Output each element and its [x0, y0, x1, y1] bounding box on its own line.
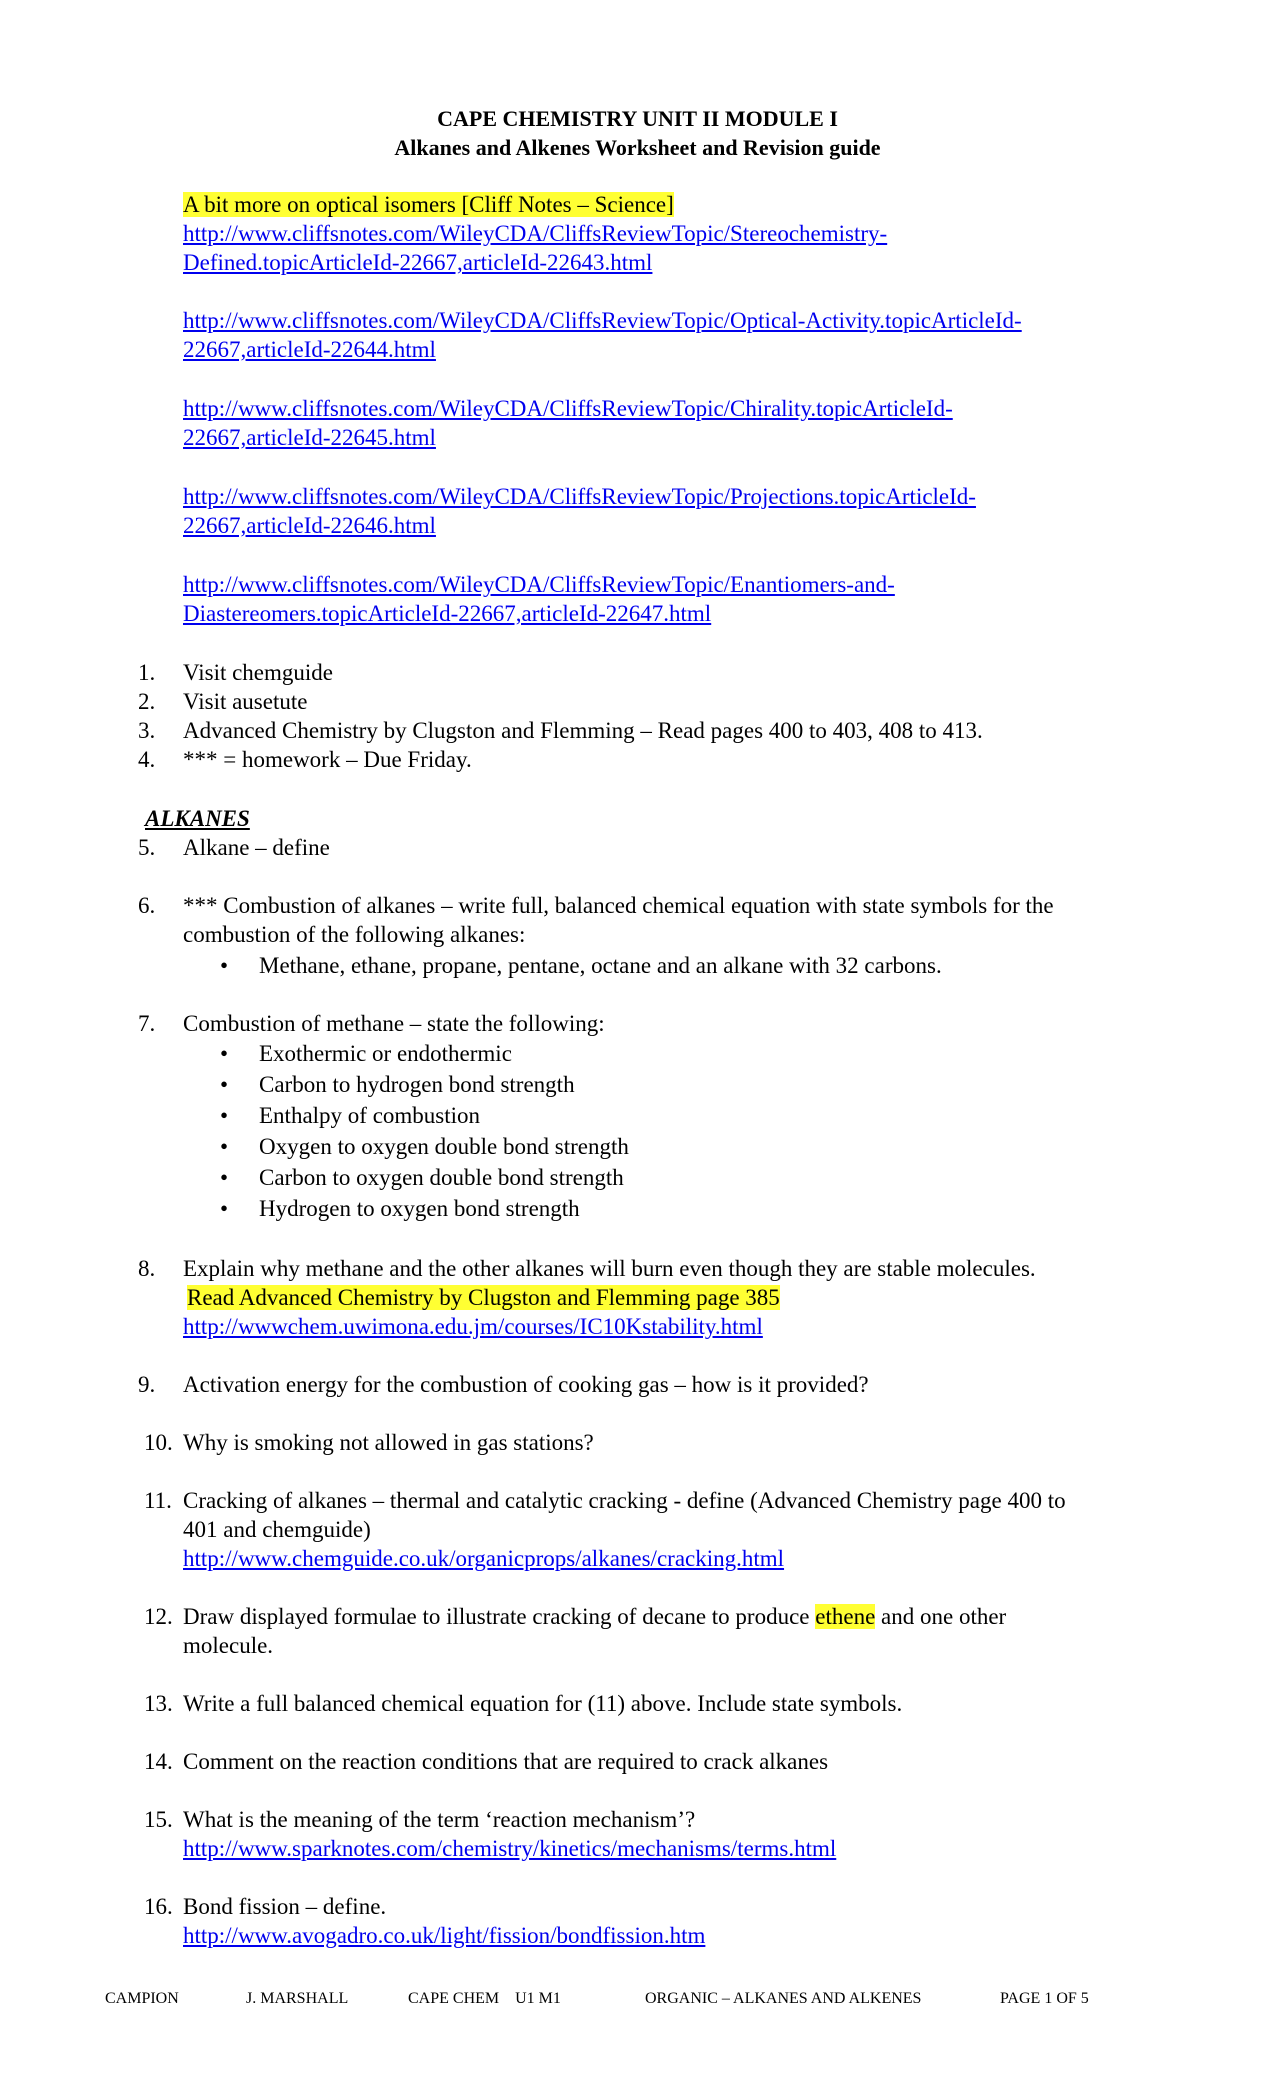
page-title: CAPE CHEMISTRY UNIT II MODULE I	[437, 106, 838, 131]
bullet-icon: •	[220, 1134, 229, 1159]
link-projections-cont[interactable]: 22667,articleId-22646.html	[183, 513, 436, 538]
question-text: combustion of the following alkanes:	[183, 922, 526, 947]
footer-school: CAMPION	[105, 1990, 179, 2007]
question-number: 9.	[138, 1372, 156, 1397]
bullet-text: Exothermic or endothermic	[259, 1041, 512, 1066]
question-text: Alkane – define	[183, 835, 330, 860]
question-number: 5.	[138, 835, 156, 860]
question-number: 12.	[144, 1604, 173, 1629]
bullet-text: Carbon to oxygen double bond strength	[259, 1165, 624, 1190]
question-number: 13.	[144, 1691, 173, 1716]
question-number: 11.	[144, 1488, 172, 1513]
question-text: Comment on the reaction conditions that are required to crack alkanes	[183, 1749, 829, 1774]
question-number: 16.	[144, 1894, 173, 1919]
question-text: Write a full balanced chemical equation for (11) above. Include state symbols.	[183, 1691, 903, 1716]
link-stereochemistry[interactable]: http://www.cliffsnotes.com/WileyCDA/CliffsReviewTopic/Stereochemistry-	[183, 221, 888, 246]
reading-highlight: Read Advanced Chemistry by Clugston and Flemming page 385	[187, 1285, 780, 1310]
question-text: Draw displayed formulae to illustrate cracking of decane to produce ethene and one other	[183, 1604, 1007, 1629]
link-enantiomers[interactable]: http://www.cliffsnotes.com/WileyCDA/CliffsReviewTopic/Enantiomers-and-	[183, 572, 895, 597]
question-text: *** Combustion of alkanes – write full, balanced chemical equation with state symbols for the	[183, 893, 1054, 918]
bullet-icon: •	[220, 1103, 229, 1128]
section-heading-alkanes: ALKANES	[145, 806, 250, 831]
question-text: Activation energy for the combustion of cooking gas – how is it provided?	[183, 1372, 869, 1397]
question-text: Cracking of alkanes – thermal and catalytic cracking - define (Advanced Chemistry page 400 to	[183, 1488, 1066, 1513]
link-enantiomers-cont[interactable]: Diastereomers.topicArticleId-22667,articleId-22647.html	[183, 601, 712, 626]
item-number: 4.	[138, 747, 156, 772]
bullet-icon: •	[220, 1072, 229, 1097]
link-uwimona-stability[interactable]: http://wwwchem.uwimona.edu.jm/courses/IC10Kstability.html	[183, 1314, 763, 1339]
link-chirality[interactable]: http://www.cliffsnotes.com/WileyCDA/CliffsReviewTopic/Chirality.topicArticleId-	[183, 396, 953, 421]
link-sparknotes-mechanisms[interactable]: http://www.sparknotes.com/chemistry/kinetics/mechanisms/terms.html	[183, 1836, 837, 1861]
item-number: 2.	[138, 689, 156, 714]
question-number: 10.	[144, 1430, 173, 1455]
optical-isomers-heading: A bit more on optical isomers [Cliff Notes – Science]	[183, 192, 674, 217]
question-number: 8.	[138, 1256, 156, 1281]
question-text: Combustion of methane – state the following:	[183, 1011, 605, 1036]
question-number: 7.	[138, 1011, 156, 1036]
link-optical-activity[interactable]: http://www.cliffsnotes.com/WileyCDA/CliffsReviewTopic/Optical-Activity.topicArticleId-	[183, 308, 1022, 333]
question-text: What is the meaning of the term ‘reaction mechanism’?	[183, 1807, 696, 1832]
question-text: Explain why methane and the other alkanes will burn even though they are stable molecules.	[183, 1256, 1036, 1281]
item-number: 1.	[138, 660, 156, 685]
item-number: 3.	[138, 718, 156, 743]
footer-teacher: J. MARSHALL	[246, 1990, 349, 2007]
item-text: Visit ausetute	[183, 689, 308, 714]
question-text: molecule.	[183, 1633, 274, 1658]
page-subtitle: Alkanes and Alkenes Worksheet and Revision guide	[394, 135, 881, 160]
footer-page-number: PAGE 1 OF 5	[1000, 1990, 1089, 2007]
link-avogadro-bondfission[interactable]: http://www.avogadro.co.uk/light/fission/bondfission.htm	[183, 1923, 706, 1948]
footer-course: CAPE CHEM U1 M1	[408, 1990, 561, 2007]
item-text: *** = homework – Due Friday.	[183, 747, 472, 772]
item-text: Visit chemguide	[183, 660, 334, 685]
link-projections[interactable]: http://www.cliffsnotes.com/WileyCDA/CliffsReviewTopic/Projections.topicArticleId-	[183, 484, 976, 509]
link-chirality-cont[interactable]: 22667,articleId-22645.html	[183, 425, 436, 450]
question-number: 14.	[144, 1749, 173, 1774]
link-stereochemistry-cont[interactable]: Defined.topicArticleId-22667,articleId-22643.html	[183, 250, 653, 275]
ethene-highlight: ethene	[815, 1604, 876, 1629]
footer-topic: ORGANIC – ALKANES AND ALKENES	[645, 1990, 922, 2007]
question-text: Bond fission – define.	[183, 1894, 387, 1919]
bullet-icon: •	[220, 953, 229, 978]
item-text: Advanced Chemistry by Clugston and Flemming – Read pages 400 to 403, 408 to 413.	[183, 718, 983, 743]
link-chemguide-cracking[interactable]: http://www.chemguide.co.uk/organicprops/alkanes/cracking.html	[183, 1546, 785, 1571]
bullet-text: Carbon to hydrogen bond strength	[259, 1072, 575, 1097]
bullet-text: Enthalpy of combustion	[259, 1103, 481, 1128]
question-text: Why is smoking not allowed in gas stations?	[183, 1430, 594, 1455]
question-number: 15.	[144, 1807, 173, 1832]
bullet-icon: •	[220, 1041, 229, 1066]
question-number: 6.	[138, 893, 156, 918]
link-optical-activity-cont[interactable]: 22667,articleId-22644.html	[183, 337, 436, 362]
question-text: 401 and chemguide)	[183, 1517, 371, 1542]
bullet-text: Oxygen to oxygen double bond strength	[259, 1134, 629, 1159]
bullet-text: Methane, ethane, propane, pentane, octane and an alkane with 32 carbons.	[259, 953, 942, 978]
bullet-icon: •	[220, 1196, 229, 1221]
bullet-icon: •	[220, 1165, 229, 1190]
bullet-text: Hydrogen to oxygen bond strength	[259, 1196, 580, 1221]
